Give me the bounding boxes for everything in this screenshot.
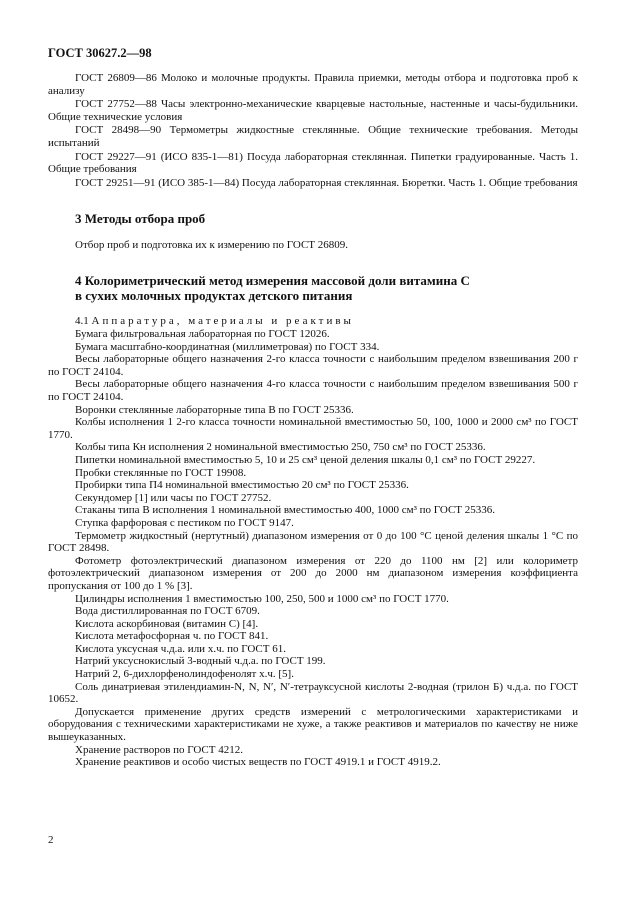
- section-3-text: Отбор проб и подготовка их к измерению по ГОСТ 26809.: [75, 238, 349, 251]
- list-item: Стаканы типа В исполнения 1 номинальной вместимостью 400, 1000 см³ по ГОСТ 25336.: [75, 504, 496, 517]
- subsection-number: 4.1: [75, 315, 89, 328]
- list-item: Цилиндры исполнения 1 вместимостью 100, 250, 500 и 1000 см³ по ГОСТ 1770.: [75, 592, 449, 605]
- list-item: Допускается применение других средств измерений с метрологическими характеристиками и оборудования с техническими характеристиками не хуже, а также реактивов и материалов по качеству не ниже вышеуказанных.: [48, 705, 578, 744]
- section-4-heading-line2: в сухих молочных продуктах детского питания: [75, 287, 353, 303]
- document-header: ГОСТ 30627.2—98: [48, 46, 152, 60]
- reference-item: ГОСТ 28498—90 Термометры жидкостные стеклянные. Общие технические требования. Методы испытаний: [48, 124, 578, 149]
- subsection-4-1-heading: [48, 315, 578, 328]
- list-item: Натрий уксуснокислый 3-водный ч.д.а. по ГОСТ 199.: [75, 655, 326, 668]
- list-item: Колбы исполнения 1 2-го класса точности номинальной вместимостью 50, 100, 1000 и 2000 см³ по ГОСТ 1770.: [48, 416, 578, 441]
- list-item: Пробирки типа П4 номинальной вместимостью 20 см³ по ГОСТ 25336.: [75, 479, 409, 492]
- list-item: Кислота аскорбиновая (витамин С) [4].: [75, 617, 259, 630]
- section-4-heading-line1: 4 Колориметрический метод измерения массовой доли витамина С: [75, 273, 470, 289]
- section-3-heading: 3 Методы отбора проб: [75, 211, 206, 227]
- list-item: Бумага фильтровальная лабораторная по ГОСТ 12026.: [75, 328, 330, 341]
- list-item: Весы лабораторные общего назначения 4-го класса точности с наибольшим пределом взвешивания 500 г по ГОСТ 24104.: [48, 378, 578, 403]
- list-item: Натрий 2, 6-дихлорфенолиндофенолят х.ч. [5].: [75, 668, 294, 681]
- list-item: Хранение реактивов и особо чистых веществ по ГОСТ 4919.1 и ГОСТ 4919.2.: [75, 756, 441, 769]
- list-item: Термометр жидкостный (нертутный) диапазоном измерения от 0 до 100 °С ценой деления шкалы 1 °С по ГОСТ 28498.: [48, 529, 578, 555]
- equipment-list: [48, 328, 578, 769]
- subsection-title: Аппаратура, материалы и реактивы: [91, 315, 354, 328]
- list-item: Пробки стеклянные по ГОСТ 19908.: [75, 466, 247, 479]
- reference-item: ГОСТ 29251—91 (ИСО 385-1—84) Посуда лабораторная стеклянная. Бюретки. Часть 1. Общие требования: [75, 176, 578, 189]
- reference-item: ГОСТ 29227—91 (ИСО 835-1—81) Посуда лабораторная стеклянная. Пипетки градуированные. Часть 1. Общие требования: [48, 150, 578, 176]
- page-number: 2: [48, 834, 54, 846]
- list-item: Бумага масштабно-координатная (миллиметровая) по ГОСТ 334.: [75, 340, 380, 353]
- list-item: Вода дистиллированная по ГОСТ 6709.: [75, 605, 260, 618]
- list-item: Соль динатриевая этилендиамин-N, N, N′, N′-тетрауксусной кислоты 2-водная (трилон Б) ч.д.а. по ГОСТ 10652.: [48, 680, 578, 706]
- list-item: Фотометр фотоэлектрический диапазоном измерения от 220 до 1100 нм [2] или колориметр фотоэлектрический диапазоном измерения от 200 до 2000 нм диапазоном измерения коэффициента пропускания от 100 до 1 % [3].: [48, 554, 578, 592]
- list-item: Весы лабораторные общего назначения 2-го класса точности с наибольшим пределом взвешивания 200 г по ГОСТ 24104.: [48, 353, 578, 378]
- list-item: Хранение растворов по ГОСТ 4212.: [75, 743, 243, 756]
- page-content: [48, 72, 578, 769]
- section-4-heading: [48, 274, 578, 303]
- list-item: Секундомер [1] или часы по ГОСТ 27752.: [75, 491, 272, 504]
- list-item: Пипетки номинальной вместимостью 5, 10 и 25 см³ ценой деления шкалы 0,1 см³ по ГОСТ 29227.: [75, 453, 536, 466]
- references-list: [48, 72, 578, 189]
- list-item: Воронки стеклянные лабораторные типа В по ГОСТ 25336.: [75, 403, 354, 416]
- list-item: Кислота уксусная ч.д.а. или х.ч. по ГОСТ 61.: [75, 642, 286, 655]
- reference-item: ГОСТ 26809—86 Молоко и молочные продукты. Правила приемки, методы отбора и подготовка проб к анализу: [48, 72, 578, 97]
- list-item: Колбы типа Кн исполнения 2 номинальной вместимостью 250, 750 см³ по ГОСТ 25336.: [75, 441, 486, 454]
- list-item: Ступка фарфоровая с пестиком по ГОСТ 9147.: [75, 516, 294, 529]
- list-item: Кислота метафосфорная ч. по ГОСТ 841.: [75, 630, 269, 643]
- reference-item: ГОСТ 27752—88 Часы электронно-механические кварцевые настольные, настенные и часы-будильники. Общие технические условия: [48, 98, 578, 123]
